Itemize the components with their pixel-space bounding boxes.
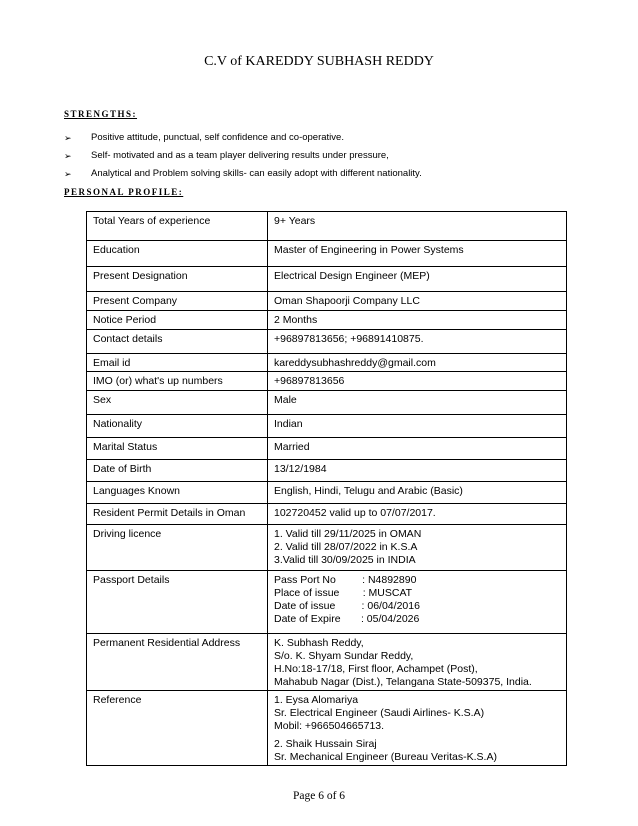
table-row: Driving licence 1. Valid till 29/11/2025 in OMAN 2. Valid till 28/07/2022 in K.S.A 3.Valid till 30/09/2025 in INDIA: [87, 525, 567, 571]
arrow-bullet-icon: ➢: [64, 133, 72, 143]
table-row: Date of Birth 13/12/1984: [87, 460, 567, 482]
table-row: Present Designation Electrical Design Engineer (MEP): [87, 267, 567, 292]
strength-item: ➢ Analytical and Problem solving skills- can easily adopt with different nationality.: [64, 168, 422, 186]
table-row: Contact details +96897813656; +96891410875.: [87, 329, 567, 353]
table-row: Education Master of Engineering in Power Systems: [87, 241, 567, 267]
passport-details-cell: Pass Port No : N4892890 Place of issue : MUSCAT Date of issue : 06/04/2016 Date of Expire : 05/04/2026: [268, 571, 567, 634]
table-row: Nationality Indian: [87, 415, 567, 438]
table-row: Total Years of experience 9+ Years: [87, 212, 567, 241]
table-row: Marital Status Married: [87, 438, 567, 460]
table-row: Resident Permit Details in Oman 102720452 valid up to 07/07/2017.: [87, 504, 567, 525]
arrow-bullet-icon: ➢: [64, 169, 72, 179]
arrow-bullet-icon: ➢: [64, 151, 72, 161]
strengths-list: [64, 132, 422, 186]
table-row: Permanent Residential Address K. Subhash Reddy, S/o. K. Shyam Sundar Reddy, H.No:18-17/18, First floor, Achampet (Post), Mahabub Nagar (Dist.), Telangana State-509375, India.: [87, 634, 567, 691]
table-row: Email id kareddysubhashreddy@gmail.com: [87, 353, 567, 372]
strengths-heading: STRENGTHS:: [64, 109, 138, 119]
personal-profile-heading: PERSONAL PROFILE:: [64, 187, 184, 197]
table-row: Languages Known English, Hindi, Telugu and Arabic (Basic): [87, 482, 567, 504]
strength-item: ➢ Self- motivated and as a team player delivering results under pressure,: [64, 150, 422, 168]
table-row: Present Company Oman Shapoorji Company LLC: [87, 292, 567, 311]
table-row: Notice Period 2 Months: [87, 310, 567, 329]
table-row: Passport Details Pass Port No : N4892890 Place of issue : MUSCAT Date of issue : 06/04/2016 Date of Expire : 05/04/2026: [87, 571, 567, 634]
address-cell: K. Subhash Reddy, S/o. K. Shyam Sundar Reddy, H.No:18-17/18, First floor, Achampet (Post), Mahabub Nagar (Dist.), Telangana State-509375, India.: [268, 634, 567, 691]
page-number: Page 6 of 6: [292, 790, 346, 802]
reference-cell: 1. Eysa Alomariya Sr. Electrical Engineer (Saudi Airlines- K.S.A) Mobil: +966504665713. 2. Shaik Hussain Siraj Sr. Mechanical Engineer (Bureau Veritas-K.S.A): [268, 691, 567, 766]
table-row: Sex Male: [87, 391, 567, 415]
personal-profile-table: [86, 211, 567, 766]
strength-item: ➢ Positive attitude, punctual, self confidence and co-operative.: [64, 132, 422, 150]
driving-licence-cell: 1. Valid till 29/11/2025 in OMAN 2. Valid till 28/07/2022 in K.S.A 3.Valid till 30/09/2025 in INDIA: [268, 525, 567, 571]
table-row: IMO (or) what's up numbers +96897813656: [87, 372, 567, 391]
table-row: Reference 1. Eysa Alomariya Sr. Electrical Engineer (Saudi Airlines- K.S.A) Mobil: +966504665713. 2. Shaik Hussain Siraj Sr. Mechanical Engineer (Bureau Veritas-K.S.A): [87, 691, 567, 766]
document-title: C.V of KAREDDY SUBHASH REDDY: [204, 54, 434, 69]
